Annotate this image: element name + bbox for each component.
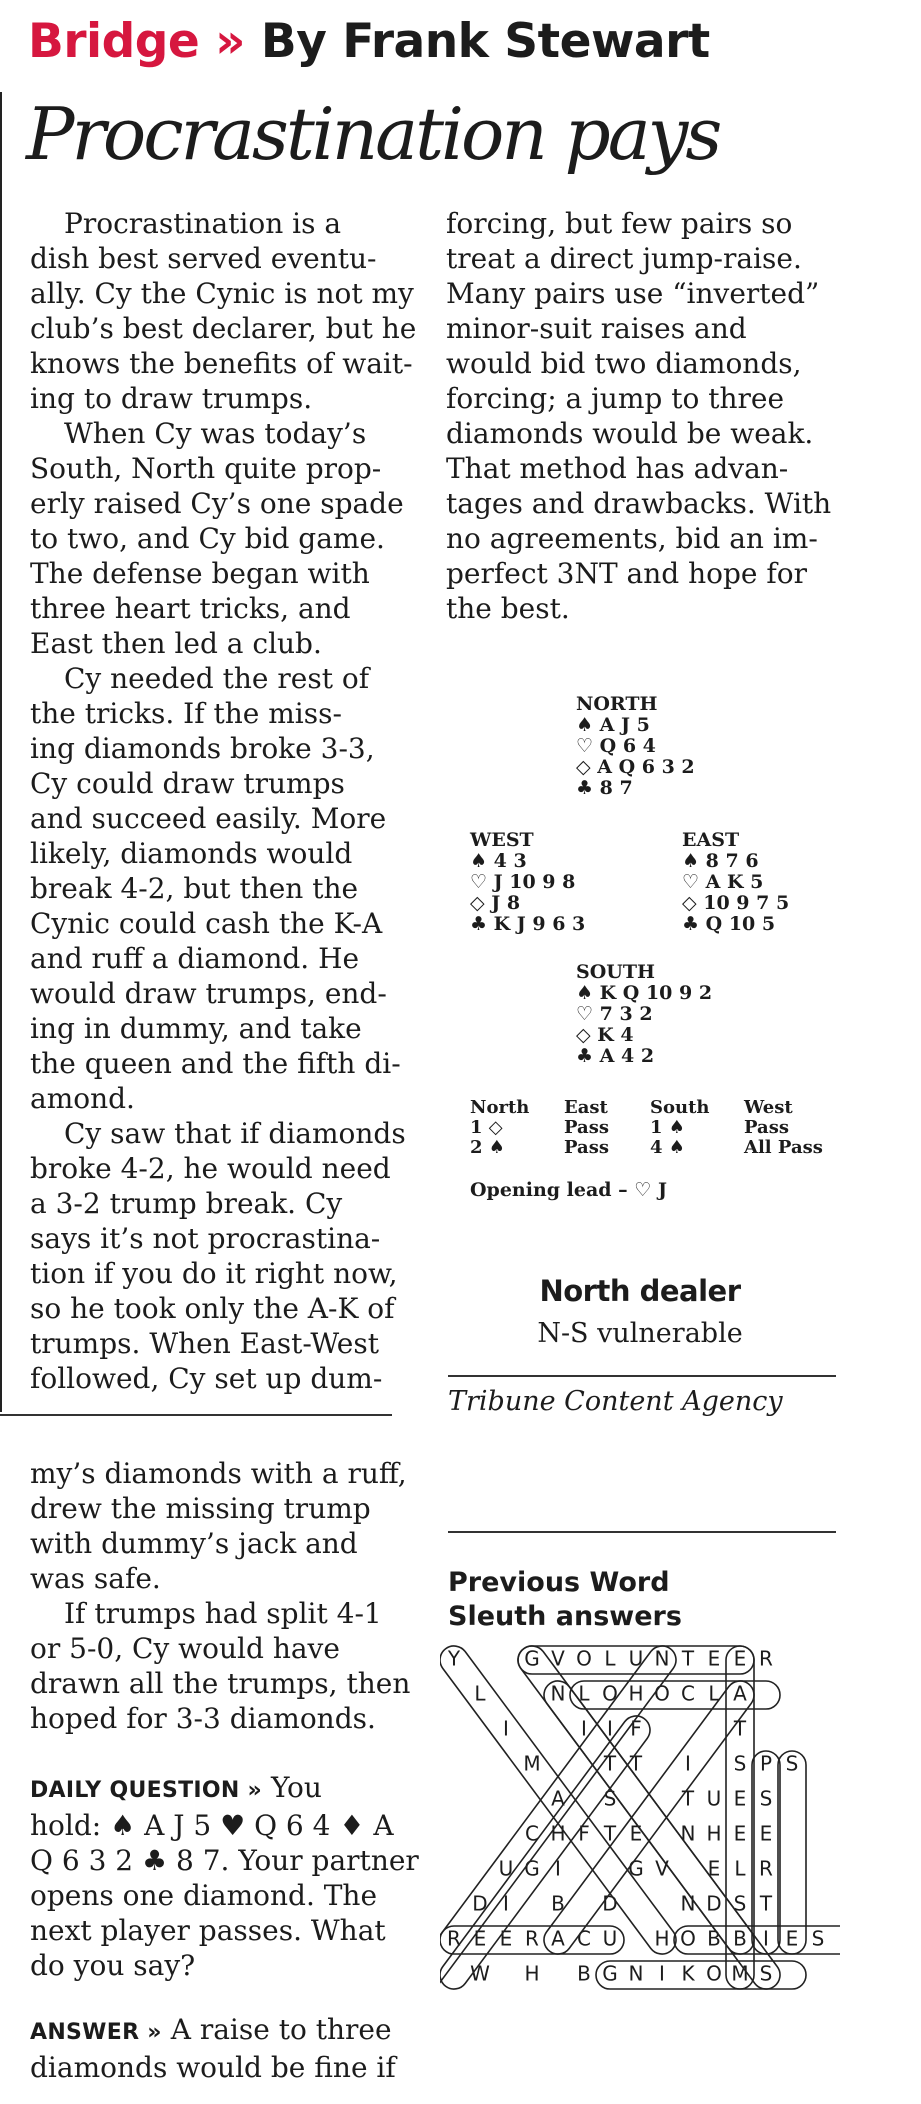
text-line: If trumps had split 4-1 [64,1597,382,1630]
text-line: South, North quite prop- [30,452,382,485]
grid-letter: E [785,1926,799,1951]
grid-letter: D [706,1891,722,1916]
text-line: my’s diamonds with a ruff, [30,1457,407,1490]
grid-letter: D [472,1891,488,1916]
byline: By Frank Stewart [260,14,710,69]
grid-letter: F [578,1821,590,1846]
text-line: ing to draw trumps. [30,382,313,415]
grid-letter: I [555,1856,561,1881]
answer-loop [778,1751,806,1954]
grid-letter: O [576,1646,592,1671]
grid-letter: U [602,1926,618,1951]
text-line: erly raised Cy’s one spade [30,487,404,520]
west-hand: WEST ♠ 4 3 ♡ J 10 9 8 ◇ J 8 ♣ K J 9 6 3 [470,829,586,935]
text-line: break 4-2, but then the [30,872,359,905]
word-sleuth-grid [440,1644,840,2092]
text-line: the queen and the fifth di- [30,1047,401,1080]
grid-letter: N [628,1961,644,1986]
text-line: Cy saw that if diamonds [64,1117,406,1150]
grid-letter: S [733,1891,747,1916]
grid-letter: H [524,1961,540,1986]
article-title: Procrastination pays [26,92,720,176]
grid-letter: G [524,1646,540,1671]
daily-question: DAILY QUESTION » You hold: ♠ A J 5 ♥ Q 6 4 ♦ A Q 6 3 2 ♣ 8 7. Your partner opens one diamond. The next player passes. What do you say? [30,1771,419,1982]
grid-letter: B [577,1961,591,1986]
grid-letter: W [470,1961,490,1986]
text-line: diamonds would be weak. [446,417,814,450]
text-line: minor-suit raises and [446,312,747,345]
grid-letter: V [655,1856,669,1881]
text-line: so he took only the A-K of [30,1292,395,1325]
answer-loop [440,1710,656,1994]
grid-letter: E [759,1821,773,1846]
text-line: forcing; a jump to three [446,382,785,415]
grid-letter: I [763,1926,769,1951]
text-line: hoped for 3-3 diamonds. [30,1702,376,1735]
text-line: Cynic could cash the K-A [30,907,383,940]
grid-letter: R [759,1646,773,1671]
grid-letter: S [733,1751,747,1776]
grid-letter: N [680,1891,696,1916]
grid-letter: A [733,1681,747,1706]
text-line: perfect 3NT and hope for [446,557,807,590]
page-header [28,14,710,69]
text-line: followed, Cy set up dum- [30,1362,383,1395]
grid-letter: U [498,1856,514,1881]
grid-letter: E [707,1646,721,1671]
text-line: tages and drawbacks. With [446,487,832,520]
grid-letter: T [759,1891,773,1916]
text-line: That method has advan- [446,452,789,485]
credit-rule-bottom [448,1531,836,1533]
grid-letter: T [733,1716,747,1741]
grid-letter: N [680,1821,696,1846]
text-line: was safe. [30,1562,161,1595]
text-line: or 5-0, Cy would have [30,1632,340,1665]
grid-letter: E [733,1786,747,1811]
text-line: ally. Cy the Cynic is not my [30,277,414,310]
grid-letter: T [681,1786,695,1811]
grid-letter: Y [447,1646,461,1671]
text-line: trumps. When East-West [30,1327,380,1360]
grid-letter: B [707,1926,721,1951]
grid-letter: I [685,1751,691,1776]
bidding-column-south: South 1 ♠ 4 ♠ [650,1097,710,1158]
grid-letter: T [681,1646,695,1671]
east-hand: EAST ♠ 8 7 6 ♡ A K 5 ◇ 10 9 7 5 ♣ Q 10 5 [682,829,790,935]
grid-letter: L [578,1681,590,1706]
dealer: North dealer [539,1274,741,1308]
section-label: Bridge » [28,14,246,69]
grid-letter: G [628,1856,644,1881]
north-hand: NORTH ♠ A J 5 ♡ Q 6 4 ◇ A Q 6 3 2 ♣ 8 7 [576,693,695,799]
column-1 [30,206,420,1396]
grid-letter: M [731,1961,749,1986]
south-hand: SOUTH ♠ K Q 10 9 2 ♡ 7 3 2 ◇ K 4 ♣ A 4 2 [576,961,713,1067]
text-line: knows the benefits of wait- [30,347,413,380]
text-line: and ruff a diamond. He [30,942,360,975]
grid-letter: S [811,1926,825,1951]
grid-letter: E [733,1646,747,1671]
text-line: drew the missing trump [30,1492,371,1525]
grid-letter: F [630,1716,642,1741]
grid-letter: E [733,1821,747,1846]
grid-letter: N [550,1681,566,1706]
bidding-column-west: West Pass All Pass [744,1097,823,1158]
text-line: club’s best declarer, but he [30,312,417,345]
grid-letter: A [551,1786,565,1811]
grid-letter: B [733,1926,747,1951]
text-line: The defense began with [30,557,370,590]
grid-letter: C [577,1926,591,1951]
text-line: Many pairs use “inverted” [446,277,820,310]
grid-letter: R [447,1926,461,1951]
text-line: ing diamonds broke 3-3, [30,732,375,765]
grid-letter: O [680,1926,696,1951]
text-line: would bid two diamonds, [446,347,802,380]
answer-loop [596,1961,806,1989]
grid-letter: I [581,1716,587,1741]
text-line: tion if you do it right now, [30,1257,398,1290]
grid-letter: H [654,1926,670,1951]
answer-label: ANSWER » [30,2020,162,2045]
text-line: and succeed easily. More [30,802,387,835]
text-line: the best. [446,592,570,625]
text-line: likely, diamonds would [30,837,353,870]
grid-letter: I [659,1961,665,1986]
text-line: When Cy was today’s [64,417,367,450]
grid-letter: L [474,1681,486,1706]
grid-letter: L [604,1646,616,1671]
grid-letter: H [706,1821,722,1846]
grid-letter: P [759,1751,773,1776]
text-line: dish best served eventu- [30,242,377,275]
text-line: would draw trumps, end- [30,977,387,1010]
grid-letter: E [499,1926,513,1951]
grid-letter: H [628,1681,644,1706]
daily-question-label: DAILY QUESTION » [30,1778,263,1803]
left-rule [0,92,2,1412]
grid-letter: K [681,1961,695,1986]
grid-letter: C [525,1821,539,1846]
grid-letter: G [602,1961,618,1986]
grid-letter: B [551,1891,565,1916]
bidding-table [470,1098,850,1162]
grid-letter: R [525,1926,539,1951]
text-line: Procrastination is a [64,207,342,240]
grid-letter: S [759,1786,773,1811]
credit: Tribune Content Agency [448,1386,783,1417]
grid-letter: E [707,1856,721,1881]
credit-rule-top [448,1375,836,1377]
text-line: East then led a club. [30,627,322,660]
grid-letter: H [550,1821,566,1846]
grid-letter: S [603,1786,617,1811]
text-line: broke 4-2, he would need [30,1152,391,1185]
answer: ANSWER » A raise to three diamonds would be fine if [30,2013,396,2084]
grid-letter: N [654,1646,670,1671]
grid-letter: M [523,1751,541,1776]
grid-letter: O [654,1681,670,1706]
text-line: a 3-2 trump break. Cy [30,1187,343,1220]
grid-letter: S [785,1751,799,1776]
grid-letter: L [708,1681,720,1706]
grid-letter: U [706,1786,722,1811]
bidding-column-north: North 1 ◇ 2 ♠ [470,1097,530,1158]
answer-loop [752,1751,780,1954]
text-line: says it’s not procrastina- [30,1222,381,1255]
grid-letter: I [503,1716,509,1741]
column-2 [446,206,866,626]
vulnerability: N-S vulnerable [537,1318,743,1349]
opening-lead: Opening lead – ♡ J [470,1179,667,1201]
text-line: three heart tricks, and [30,592,351,625]
grid-letter: V [551,1646,565,1671]
column-1-continued [30,1456,420,1736]
bidding-column-east: East Pass Pass [564,1097,609,1158]
grid-letter: E [473,1926,487,1951]
text-line: drawn all the trumps, then [30,1667,411,1700]
grid-letter: I [503,1891,509,1916]
grid-letter: O [602,1681,618,1706]
grid-letter: D [602,1891,618,1916]
grid-letter: C [681,1681,695,1706]
text-line: to two, and Cy bid game. [30,522,385,555]
grid-letter: L [734,1856,746,1881]
text-line: with dummy’s jack and [30,1527,358,1560]
grid-letter: E [629,1821,643,1846]
grid-letter: S [759,1961,773,1986]
column-divider [0,1414,392,1416]
grid-letter: U [628,1646,644,1671]
word-sleuth-title: Previous Word Sleuth answers [448,1567,682,1632]
grid-letter: A [551,1926,565,1951]
grid-letter: O [706,1961,722,1986]
grid-letter: T [603,1751,617,1776]
grid-letter: T [629,1751,643,1776]
text-line: forcing, but few pairs so [446,207,793,240]
grid-letter: I [607,1716,613,1741]
text-line: Cy needed the rest of [64,662,370,695]
grid-letter: T [603,1821,617,1846]
text-line: no agreements, bid an im- [446,522,818,555]
grid-letter: G [524,1856,540,1881]
text-line: ing in dummy, and take [30,1012,362,1045]
grid-letter: R [759,1856,773,1881]
text-line: Cy could draw trumps [30,767,345,800]
text-line: the tricks. If the miss- [30,697,342,730]
text-line: amond. [30,1082,135,1115]
text-line: treat a direct jump-raise. [446,242,802,275]
